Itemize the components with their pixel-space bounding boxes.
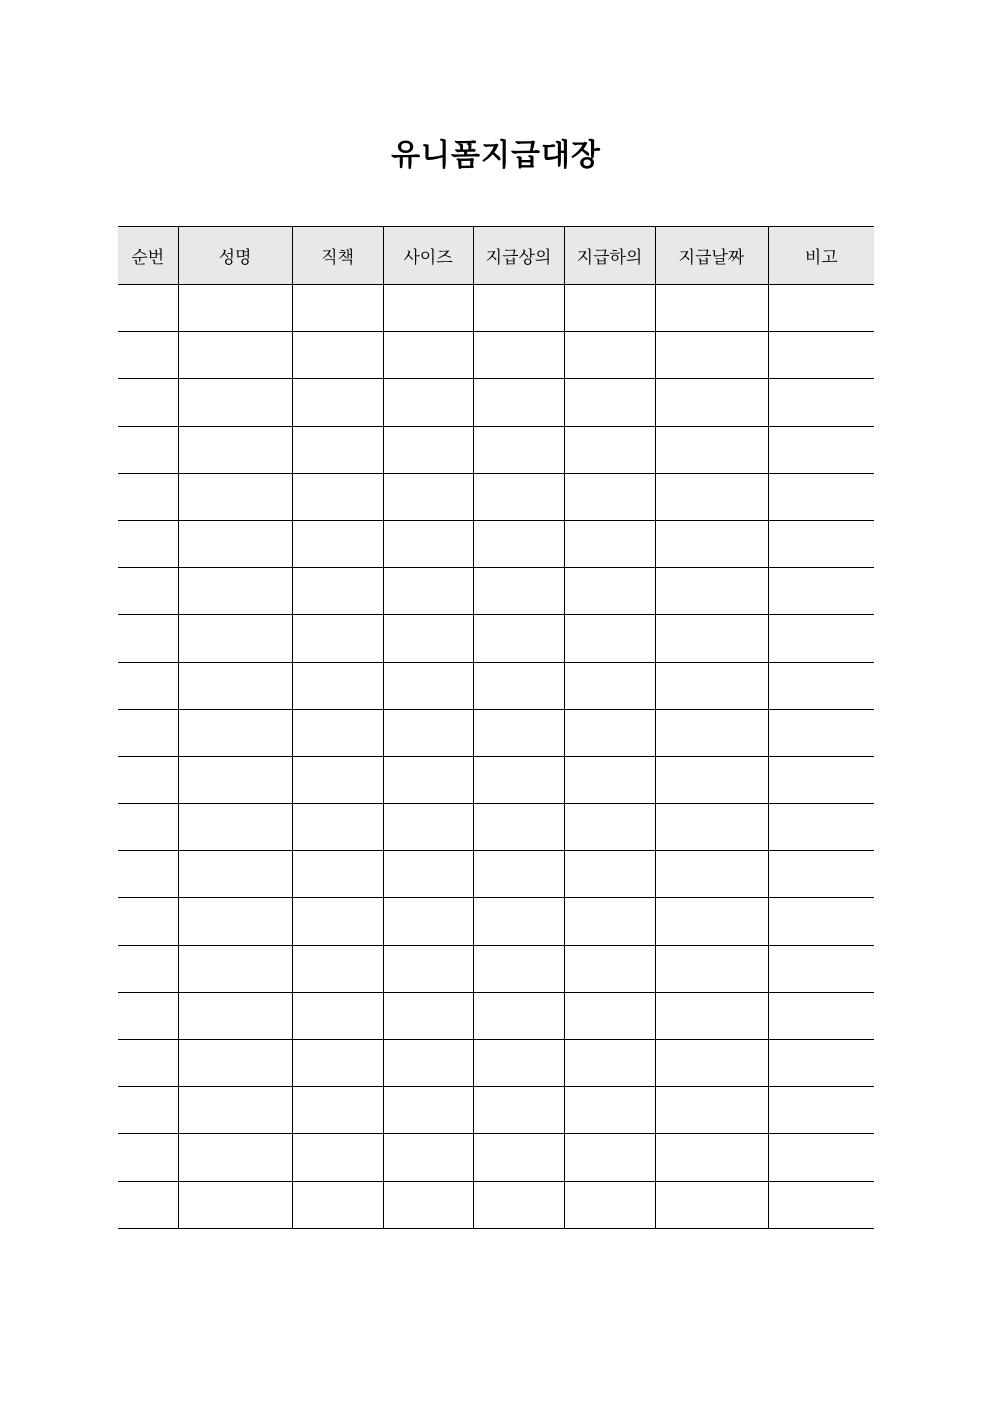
table-cell[interactable] xyxy=(473,804,564,851)
table-cell[interactable] xyxy=(118,615,178,662)
table-cell[interactable] xyxy=(178,379,292,426)
table-cell[interactable] xyxy=(383,615,473,662)
table-cell[interactable] xyxy=(118,285,178,332)
table-cell[interactable] xyxy=(118,1134,178,1181)
table-cell[interactable] xyxy=(473,426,564,473)
table-row xyxy=(118,898,874,945)
table-cell[interactable] xyxy=(655,615,768,662)
table-cell[interactable] xyxy=(564,992,655,1039)
table-cell[interactable] xyxy=(178,1087,292,1134)
table-cell[interactable] xyxy=(768,898,874,945)
table-cell[interactable] xyxy=(473,1040,564,1087)
table-cell[interactable] xyxy=(473,756,564,803)
column-header-bottom-issued: 지급하의 xyxy=(564,227,655,285)
table-cell[interactable] xyxy=(383,709,473,756)
table-cell[interactable] xyxy=(655,379,768,426)
table-cell[interactable] xyxy=(383,520,473,567)
table-cell[interactable] xyxy=(118,1040,178,1087)
table-row xyxy=(118,1181,874,1228)
table-cell[interactable] xyxy=(564,804,655,851)
column-header-position: 직책 xyxy=(292,227,383,285)
table-cell[interactable] xyxy=(383,804,473,851)
table-cell[interactable] xyxy=(768,804,874,851)
table-cell[interactable] xyxy=(292,1087,383,1134)
column-header-size: 사이즈 xyxy=(383,227,473,285)
table-cell[interactable] xyxy=(383,1181,473,1228)
table-row xyxy=(118,615,874,662)
table-cell[interactable] xyxy=(473,945,564,992)
table-cell[interactable] xyxy=(473,709,564,756)
table-cell[interactable] xyxy=(655,285,768,332)
table-cell[interactable] xyxy=(473,898,564,945)
table-row xyxy=(118,426,874,473)
table-cell[interactable] xyxy=(118,1181,178,1228)
table-cell[interactable] xyxy=(383,285,473,332)
table-row xyxy=(118,1040,874,1087)
table-cell[interactable] xyxy=(768,709,874,756)
table-cell[interactable] xyxy=(292,945,383,992)
table-cell[interactable] xyxy=(655,662,768,709)
table-cell[interactable] xyxy=(473,285,564,332)
uniform-ledger-table xyxy=(118,226,874,1229)
table-cell[interactable] xyxy=(564,285,655,332)
table-cell[interactable] xyxy=(292,615,383,662)
table-cell[interactable] xyxy=(292,756,383,803)
table-cell[interactable] xyxy=(655,709,768,756)
table-cell[interactable] xyxy=(118,473,178,520)
table-cell[interactable] xyxy=(118,662,178,709)
table-cell[interactable] xyxy=(292,285,383,332)
table-cell[interactable] xyxy=(178,709,292,756)
table-cell[interactable] xyxy=(178,1181,292,1228)
table-cell[interactable] xyxy=(178,945,292,992)
table-cell[interactable] xyxy=(564,332,655,379)
table-cell[interactable] xyxy=(655,1040,768,1087)
table-cell[interactable] xyxy=(768,568,874,615)
column-header-top-issued: 지급상의 xyxy=(473,227,564,285)
table-cell[interactable] xyxy=(655,756,768,803)
table-cell[interactable] xyxy=(118,568,178,615)
table-cell[interactable] xyxy=(564,520,655,567)
table-cell[interactable] xyxy=(118,332,178,379)
table-cell[interactable] xyxy=(292,568,383,615)
table-cell[interactable] xyxy=(564,426,655,473)
table-cell[interactable] xyxy=(118,804,178,851)
table-cell[interactable] xyxy=(473,615,564,662)
table-cell[interactable] xyxy=(655,568,768,615)
column-header-number: 순번 xyxy=(118,227,178,285)
table-cell[interactable] xyxy=(178,520,292,567)
table-cell[interactable] xyxy=(178,804,292,851)
table-cell[interactable] xyxy=(383,756,473,803)
table-cell[interactable] xyxy=(655,898,768,945)
table-cell[interactable] xyxy=(178,992,292,1039)
page-title: 유니폼지급대장 xyxy=(391,138,601,173)
table-cell[interactable] xyxy=(178,473,292,520)
table-cell[interactable] xyxy=(768,379,874,426)
table-cell[interactable] xyxy=(292,379,383,426)
table-cell[interactable] xyxy=(564,1181,655,1228)
table-cell[interactable] xyxy=(178,332,292,379)
table-cell[interactable] xyxy=(473,1181,564,1228)
table-row xyxy=(118,285,874,332)
column-header-issue-date: 지급날짜 xyxy=(655,227,768,285)
table-cell[interactable] xyxy=(292,898,383,945)
table-cell[interactable] xyxy=(118,709,178,756)
table-cell[interactable] xyxy=(383,568,473,615)
table-cell[interactable] xyxy=(473,851,564,898)
table-cell[interactable] xyxy=(655,945,768,992)
table-cell[interactable] xyxy=(178,851,292,898)
table-cell[interactable] xyxy=(383,992,473,1039)
table-row xyxy=(118,662,874,709)
table-cell[interactable] xyxy=(292,804,383,851)
table-cell[interactable] xyxy=(473,992,564,1039)
table-cell[interactable] xyxy=(768,1040,874,1087)
table-row xyxy=(118,992,874,1039)
table-cell[interactable] xyxy=(655,520,768,567)
table-cell[interactable] xyxy=(178,285,292,332)
table-cell[interactable] xyxy=(768,756,874,803)
table-cell[interactable] xyxy=(118,1087,178,1134)
table-cell[interactable] xyxy=(655,1181,768,1228)
table-cell[interactable] xyxy=(564,379,655,426)
table-cell[interactable] xyxy=(178,426,292,473)
table-cell[interactable] xyxy=(564,851,655,898)
table-cell[interactable] xyxy=(655,332,768,379)
table-cell[interactable] xyxy=(292,1134,383,1181)
table-cell[interactable] xyxy=(473,379,564,426)
table-cell[interactable] xyxy=(292,1040,383,1087)
table-cell[interactable] xyxy=(473,568,564,615)
table-row xyxy=(118,1087,874,1134)
table-cell[interactable] xyxy=(118,992,178,1039)
table-cell[interactable] xyxy=(655,851,768,898)
table-cell[interactable] xyxy=(768,615,874,662)
table-row xyxy=(118,945,874,992)
table-cell[interactable] xyxy=(292,662,383,709)
table-cell[interactable] xyxy=(473,1134,564,1181)
table-cell[interactable] xyxy=(473,1087,564,1134)
table-cell[interactable] xyxy=(564,473,655,520)
table-body xyxy=(118,285,874,1229)
table-cell[interactable] xyxy=(292,992,383,1039)
table-cell[interactable] xyxy=(564,898,655,945)
table-cell[interactable] xyxy=(178,756,292,803)
table-cell[interactable] xyxy=(564,1134,655,1181)
table-cell[interactable] xyxy=(655,992,768,1039)
table-cell[interactable] xyxy=(768,992,874,1039)
table-row xyxy=(118,1134,874,1181)
table-cell[interactable] xyxy=(383,426,473,473)
table-cell[interactable] xyxy=(564,1087,655,1134)
table-cell[interactable] xyxy=(292,1181,383,1228)
table-cell[interactable] xyxy=(292,426,383,473)
table-cell[interactable] xyxy=(118,426,178,473)
table-cell[interactable] xyxy=(564,945,655,992)
table-cell[interactable] xyxy=(178,662,292,709)
table-cell[interactable] xyxy=(118,756,178,803)
table-cell[interactable] xyxy=(178,1134,292,1181)
table-row xyxy=(118,756,874,803)
table-cell[interactable] xyxy=(383,473,473,520)
table-row xyxy=(118,851,874,898)
table-cell[interactable] xyxy=(473,473,564,520)
table-cell[interactable] xyxy=(768,945,874,992)
table-cell[interactable] xyxy=(118,520,178,567)
table-row xyxy=(118,520,874,567)
table-cell[interactable] xyxy=(768,662,874,709)
table-cell[interactable] xyxy=(383,945,473,992)
table-cell[interactable] xyxy=(655,1087,768,1134)
table-cell[interactable] xyxy=(292,473,383,520)
table-cell[interactable] xyxy=(178,1040,292,1087)
table-cell[interactable] xyxy=(564,568,655,615)
table-cell[interactable] xyxy=(473,332,564,379)
table-row xyxy=(118,473,874,520)
table-cell[interactable] xyxy=(118,945,178,992)
table-cell[interactable] xyxy=(564,1040,655,1087)
table-cell[interactable] xyxy=(768,426,874,473)
table-row xyxy=(118,804,874,851)
table-cell[interactable] xyxy=(383,662,473,709)
table-cell[interactable] xyxy=(768,520,874,567)
table-cell[interactable] xyxy=(178,898,292,945)
header-row xyxy=(118,227,874,285)
column-header-remarks: 비고 xyxy=(768,227,874,285)
table-cell[interactable] xyxy=(292,520,383,567)
table-row xyxy=(118,709,874,756)
table-cell[interactable] xyxy=(292,332,383,379)
table-cell[interactable] xyxy=(118,898,178,945)
table-cell[interactable] xyxy=(564,709,655,756)
column-header-name: 성명 xyxy=(178,227,292,285)
table-cell[interactable] xyxy=(383,1134,473,1181)
table-cell[interactable] xyxy=(178,615,292,662)
table-cell[interactable] xyxy=(473,662,564,709)
table-cell[interactable] xyxy=(655,804,768,851)
table-cell[interactable] xyxy=(118,379,178,426)
table-cell[interactable] xyxy=(655,1134,768,1181)
table-cell[interactable] xyxy=(564,615,655,662)
table-cell[interactable] xyxy=(655,426,768,473)
table-cell[interactable] xyxy=(564,756,655,803)
table-row xyxy=(118,568,874,615)
table-cell[interactable] xyxy=(292,851,383,898)
table-row xyxy=(118,332,874,379)
table-cell[interactable] xyxy=(383,1040,473,1087)
table-cell[interactable] xyxy=(292,709,383,756)
table-cell[interactable] xyxy=(118,851,178,898)
table-cell[interactable] xyxy=(383,332,473,379)
table-cell[interactable] xyxy=(768,1087,874,1134)
table-cell[interactable] xyxy=(768,285,874,332)
table-cell[interactable] xyxy=(768,1181,874,1228)
table-cell[interactable] xyxy=(655,473,768,520)
table-cell[interactable] xyxy=(383,1087,473,1134)
table-cell[interactable] xyxy=(768,851,874,898)
table-cell[interactable] xyxy=(564,662,655,709)
table-cell[interactable] xyxy=(768,332,874,379)
table-cell[interactable] xyxy=(768,473,874,520)
table-cell[interactable] xyxy=(383,898,473,945)
table-cell[interactable] xyxy=(178,568,292,615)
table-cell[interactable] xyxy=(768,1134,874,1181)
table-cell[interactable] xyxy=(473,520,564,567)
table-row xyxy=(118,379,874,426)
table-cell[interactable] xyxy=(383,851,473,898)
table-cell[interactable] xyxy=(383,379,473,426)
